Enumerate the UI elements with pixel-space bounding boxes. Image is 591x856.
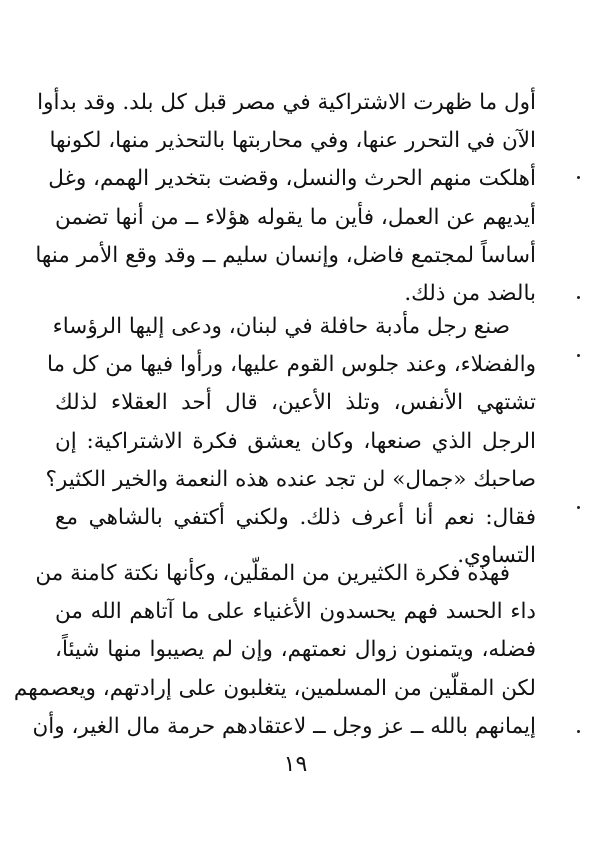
text-line: فضله، ويتمنون زوال نعمتهم، وإن لم يصيبوا منها شيئاً، xyxy=(55,637,536,663)
margin-dot xyxy=(577,506,580,509)
text-line: أول ما ظهرت الاشتراكية في مصر قبل كل بلد. وقد بدأوا xyxy=(37,90,536,115)
text-line: التساوي. xyxy=(457,543,536,569)
text-line: لكن المقلّين من المسلمين، يتغلبون على إرادتهم، ويعصمهم xyxy=(13,675,536,701)
paragraph-2 xyxy=(45,308,536,575)
text-line: أهلكت منهم الحرث والنسل، وقضت بتخدير الهمم، وغل xyxy=(48,166,536,192)
page-number: ١٩ xyxy=(283,752,308,777)
text-line: الرجل الذي صنعها، وكان يعشق فكرة الاشتراكية: إن xyxy=(55,428,536,454)
margin-dot xyxy=(577,296,580,299)
margin-dot xyxy=(577,176,580,179)
text-line: والفضلاء، وعند جلوس القوم عليها، ورأوا فيها من كل ما xyxy=(47,352,536,378)
margin-dot xyxy=(577,354,580,357)
text-line: داء الحسد فهم يحسدون الأغنياء على ما آتاهم الله من xyxy=(55,599,536,625)
text-line: صنع رجل مأدبة حافلة في لبنان، ودعى إليها الرؤساء xyxy=(52,314,510,339)
paragraph-3 xyxy=(13,555,536,746)
text-line: أيديهم عن العمل، فأين ما يقوله هؤلاء ــ من أنها تضمن xyxy=(55,204,536,230)
text-line: الآن في التحرر عنها، وفي محاربتها بالتحذير منها، لكونها xyxy=(49,128,536,154)
paragraph-1 xyxy=(35,84,536,313)
text-line: فهذه فكرة الكثيرين من المقلّين، وكأنها نكتة كامنة من xyxy=(35,561,510,586)
text-line: بالضد من ذلك. xyxy=(404,280,536,306)
text-line: صاحبك «جمال» لن تجد عنده هذه النعمة والخير الكثير؟ xyxy=(45,466,536,492)
text-line: إيمانهم بالله ــ عز وجل ــ لاعتقادهم حرمة مال الغير، وأن xyxy=(32,713,536,739)
text-line: فقال: نعم أنا أعرف ذلك. ولكني أكتفي بالشاهي مع xyxy=(55,504,536,530)
text-line: أساساً لمجتمع فاضل، وإنسان سليم ــ وقد وقع الأمر منها xyxy=(35,242,536,268)
text-line: تشتهي الأنفس، وتلذ الأعين، قال أحد العقلاء لذلك xyxy=(55,390,536,416)
margin-dot xyxy=(577,730,580,733)
